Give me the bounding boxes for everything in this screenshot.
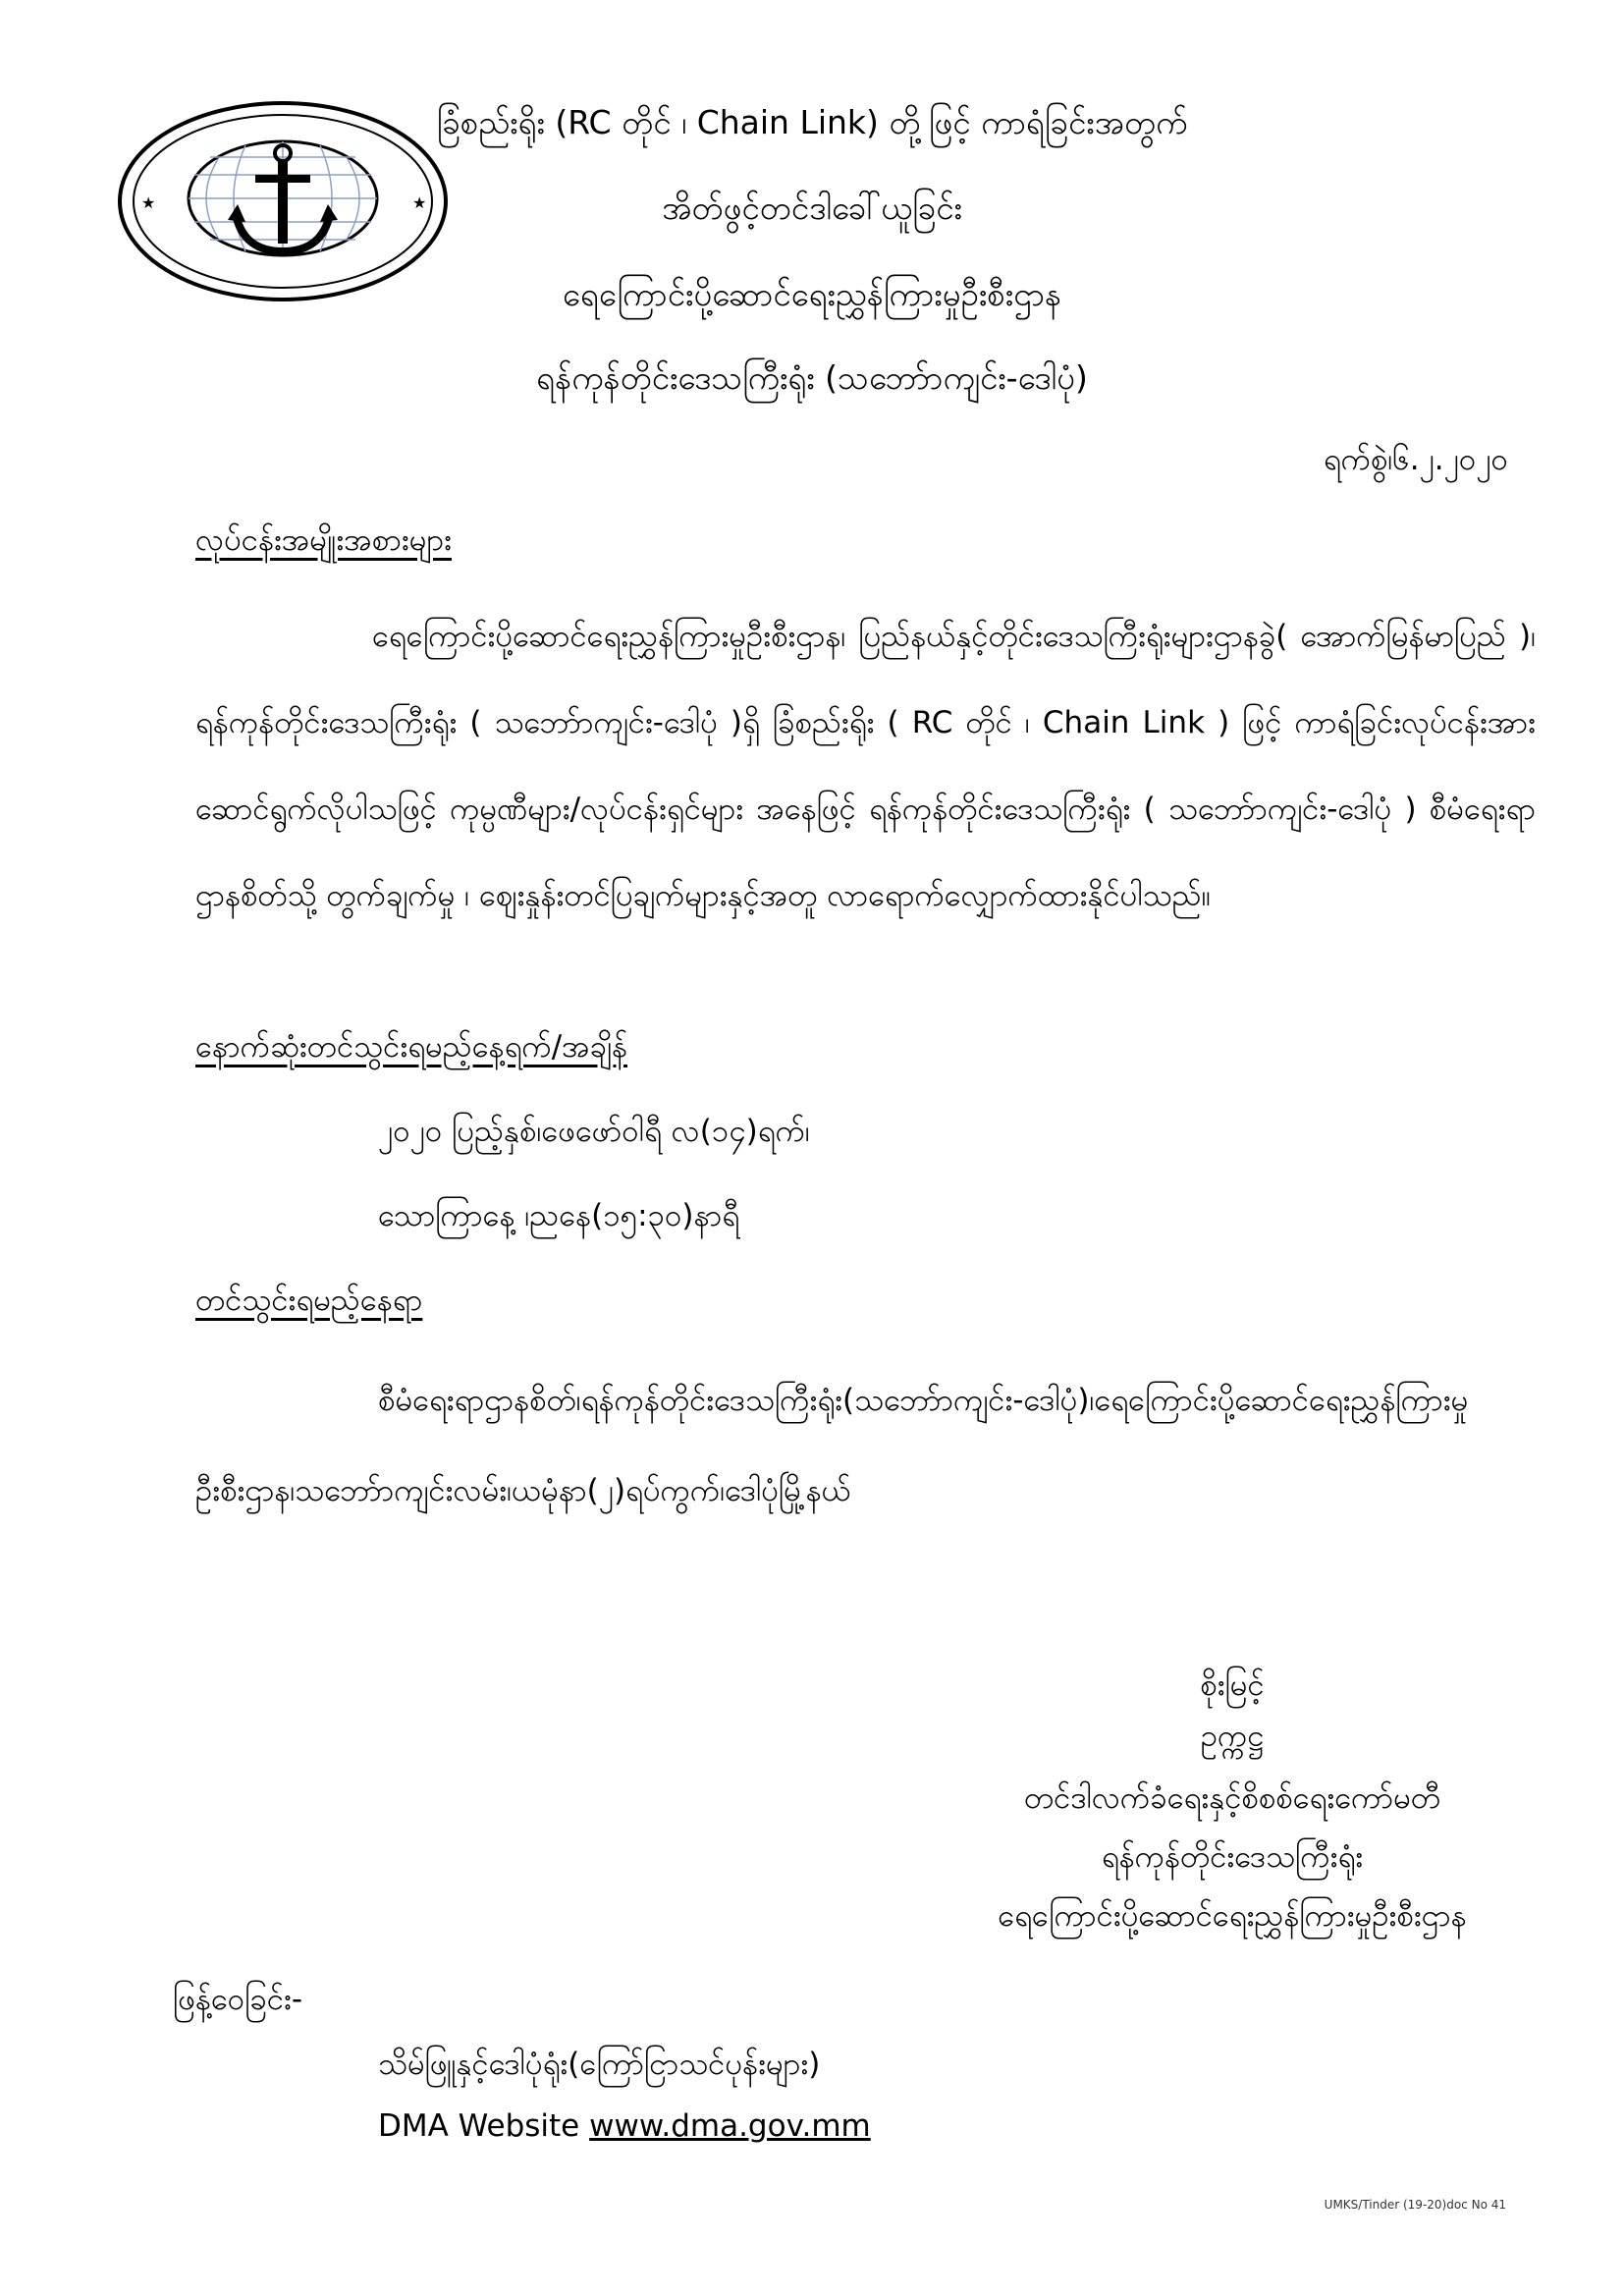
document-reference: UMKS/Tinder (19-20)doc No 41 (1324, 2198, 1506, 2212)
signatory-committee: တင်ဒါလက်ခံရေးနှင့်စိစစ်ရေးကော်မတီ (1023, 1780, 1441, 1816)
signatory-office: ရန်ကုန်တိုင်းဒေသကြီးရုံး (1101, 1839, 1364, 1875)
title-line-2: အိတ်ဖွင့်တင်ဒါခေါ်ယူခြင်း (662, 189, 962, 227)
section-heading-deadline: နောက်ဆုံးတင်သွင်းရမည့်နေ့ရက်/အချိန် (195, 1029, 627, 1065)
distribution-item-2 (378, 2108, 871, 2144)
section-body-place: စီမံရေးရာဌာနစိတ်၊ရန်ကုန်တိုင်းဒေသကြီးရုံး(သဘော်ာကျင်း-ဒေါပုံ)၊ရေကြောင်းပို့ဆောင်ရေးညွှန်ကြားမှုဦးစီးဌာန၊သဘော်ာကျင်းလမ်း၊ယမုံနာ(၂)ရပ်ကွက်၊ဒေါပုံမြို့နယ် (195, 1383, 1469, 1508)
signatory-name: စိုးမြင့် (1200, 1667, 1265, 1703)
dma-website-link[interactable]: www.dma.gov.mm (589, 2108, 871, 2144)
section-body-work-type: ရေကြောင်းပို့ဆောင်ရေးညွှန်ကြားမှုဦးစီးဌာန၊ ပြည်နယ်နှင့်တိုင်းဒေသကြီးရုံးများဌာနခွဲ( အောက်မြန်မာပြည် )၊ ရန်ကုန်တိုင်းဒေသကြီးရုံး ( သဘော်ာကျင်း-ဒေါပုံ )ရှိ ခြံစည်းရိုး ( RC တိုင် ၊ Chain Link ) ဖြင့် ကာရံခြင်းလုပ်ငန်းအား ဆောင်ရွက်လိုပါသဖြင့် ကုမ္ပဏီများ/လုပ်ငန်းရှင်များ အနေဖြင့် ရန်ကုန်တိုင်းဒေသကြီးရုံး ( သဘော်ာကျင်း-ဒေါပုံ ) စီမံရေးရာ ဌာနစိတ်သို့ တွက်ချက်မှု ၊ ဈေးနှုန်းတင်ပြချက်များနှင့်အတူ လာရောက်လျှောက်ထားနိုင်ပါသည်။ (195, 619, 1536, 913)
section-heading-work-type: လုပ်ငန်းအမျိုးအစားများ (195, 522, 452, 558)
document-date: ရက်စွဲ၊၆.၂.၂၀၂၀ (1323, 442, 1508, 477)
deadline-time: သောကြာနေ့ ၊ညနေ(၁၅:၃၀)နာရီ (378, 1198, 740, 1233)
distribution-label: ဖြန့်ဝေခြင်း- (173, 1982, 303, 2017)
deadline-date: ၂၀၂၀ ပြည့်နှစ်၊ဖေဖော်ဝါရီ လ(၁၄)ရက်၊ (378, 1114, 810, 1149)
svg-text:★: ★ (141, 193, 156, 212)
title-line-4: ရန်ကုန်တိုင်းဒေသကြီးရုံး (သဘော်ာကျင်း-ဒေါပုံ) (536, 358, 1088, 397)
title-line-1: ခြံစည်းရိုး (RC တိုင် ၊ Chain Link) တို့ဖြင့် ကာရံခြင်းအတွက် (436, 103, 1188, 141)
distribution-item-1: သိမ်ဖြူနှင့်ဒေါပုံရုံး(ကြော်ငြာသင်ပုန်းများ) (378, 2047, 821, 2082)
signatory-department: ရေကြောင်းပို့ဆောင်ရေးညွှန်ကြားမှုဦးစီးဌာန (998, 1898, 1467, 1934)
section-heading-place: တင်သွင်းရမည့်နေရာ (195, 1283, 423, 1318)
title-line-3: ရေကြောင်းပို့ဆောင်ရေးညွှန်ကြားမှုဦးစီးဌာန (562, 275, 1062, 313)
distribution-website-label: DMA Website (378, 2108, 580, 2144)
svg-text:★: ★ (412, 193, 427, 212)
signatory-title: ဥက္ကဋ္ဌ (1200, 1719, 1265, 1754)
